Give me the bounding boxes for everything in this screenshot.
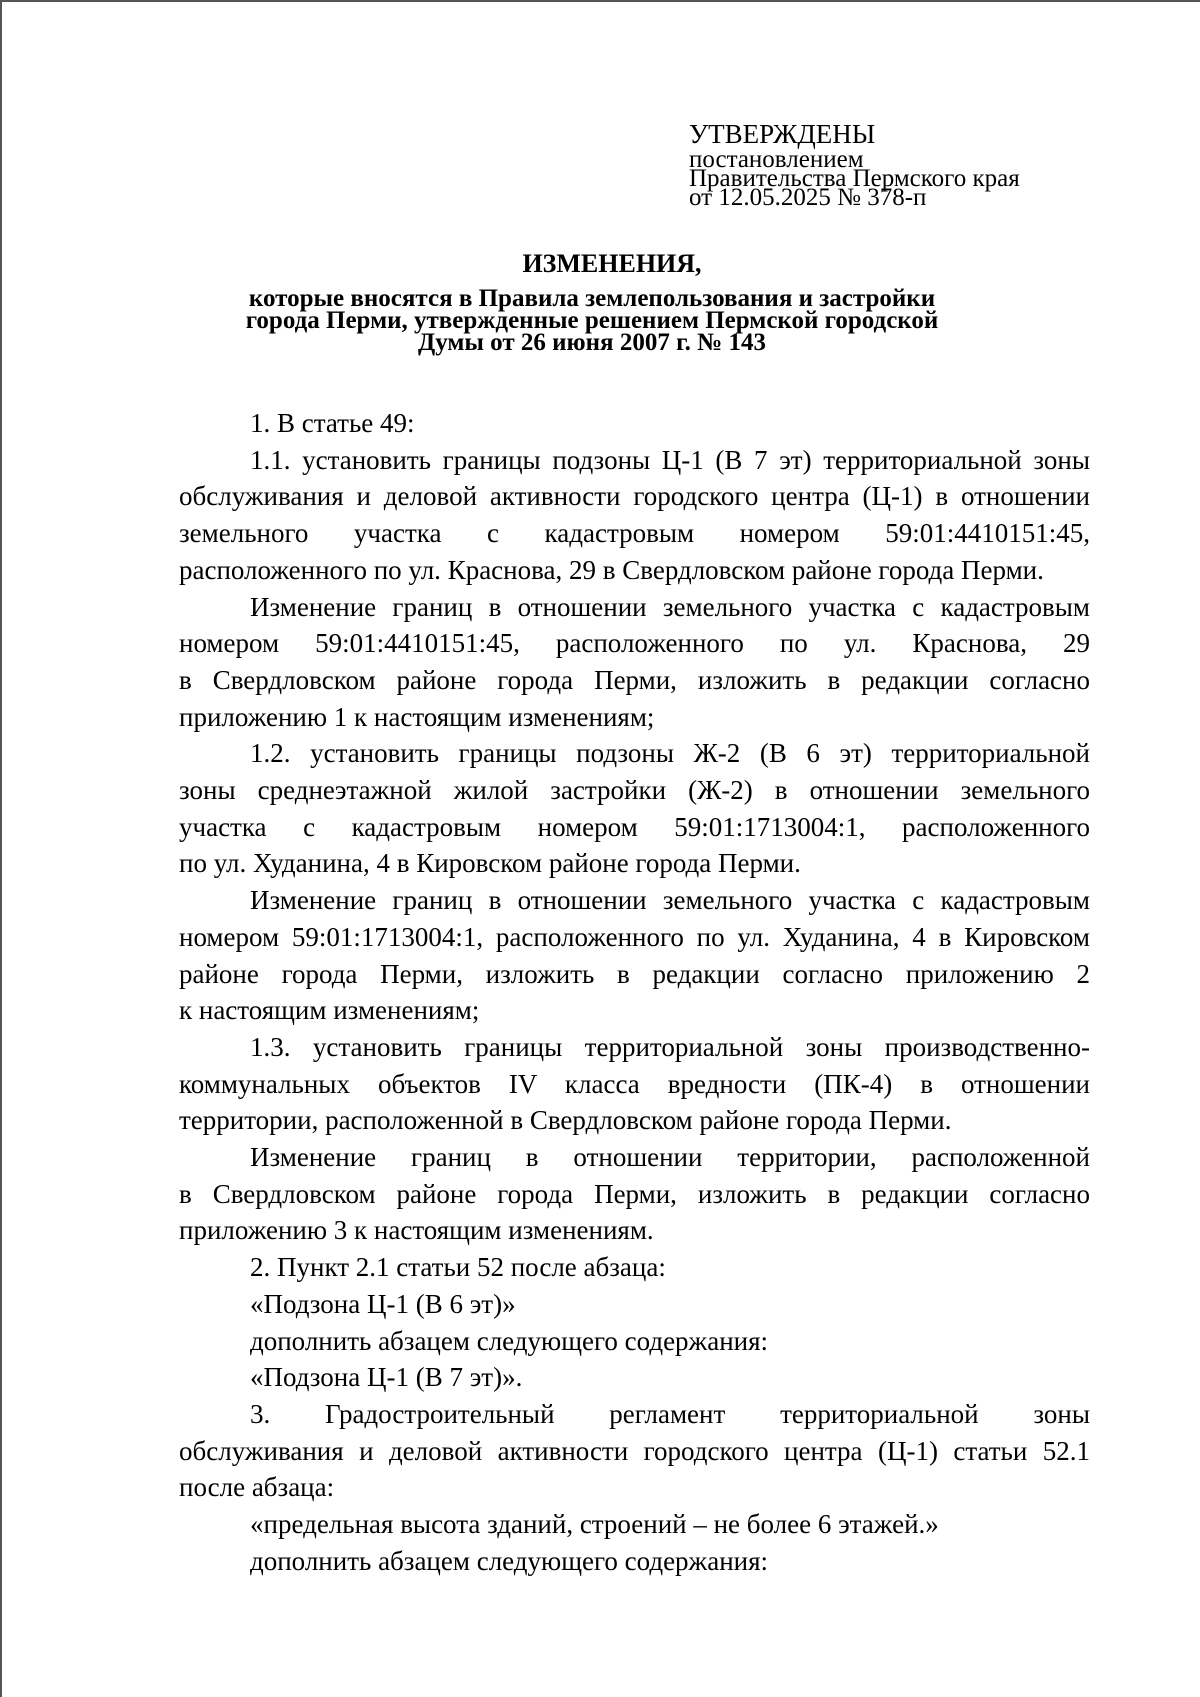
approval-stamp bbox=[689, 119, 1109, 211]
item-3-line-2: обслуживания и деловой активности городского центра (Ц-1) статьи 52.1 bbox=[179, 1435, 1090, 1466]
item-1-1-line-1: 1.1. установить границы подзоны Ц-1 (В 7 эт) территориальной зоны bbox=[250, 444, 1090, 475]
item-1-3-line-2: коммунальных объектов IV класса вредности (ПК-4) в отношении bbox=[179, 1068, 1090, 1099]
item-2-line-3: дополнить абзацем следующего содержания: bbox=[250, 1325, 769, 1356]
item-1-2-line-3: участка с кадастровым номером 59:01:1713004:1, расположенного bbox=[179, 811, 1090, 842]
approval-line-1: постановлением bbox=[689, 146, 864, 173]
approval-line-3: от 12.05.2025 № 378-п bbox=[689, 184, 927, 211]
item-1-1-line-2: обслуживания и деловой активности городского центра (Ц-1) в отношении bbox=[179, 481, 1090, 512]
item-1-1-change-line-2: номером 59:01:4410151:45, расположенного по ул. Краснова, 29 bbox=[179, 628, 1090, 659]
item-3-line-4: «предельная высота зданий, строений – не более 6 этажей.» bbox=[250, 1509, 939, 1540]
item-1-2-change-line-1: Изменение границ в отношении земельного участка с кадастровым bbox=[250, 885, 1090, 916]
item-3-line-1: 3. Градостроительный регламент территориальной зоны bbox=[250, 1398, 1090, 1429]
subtitle-line-3: Думы от 26 июня 2007 г. № 143 bbox=[418, 329, 766, 356]
item-1-2-line-1: 1.2. установить границы подзоны Ж-2 (В 6 эт) территориальной bbox=[250, 738, 1090, 769]
item-1-1-change-line-1: Изменение границ в отношении земельного участка с кадастровым bbox=[250, 591, 1090, 622]
item-1-2-change-line-4: к настоящим изменениям; bbox=[179, 995, 480, 1026]
item-3-line-3: после абзаца: bbox=[179, 1472, 335, 1503]
item-1-2-line-2: зоны среднеэтажной жилой застройки (Ж-2) в отношении земельного bbox=[179, 775, 1090, 806]
approval-heading: УТВЕРЖДЕНЫ bbox=[689, 119, 876, 149]
item-1-3-change-line-3: приложению 3 к настоящим изменениям. bbox=[179, 1215, 654, 1246]
item-1-2-change-line-3: районе города Перми, изложить в редакции согласно приложению 2 bbox=[179, 958, 1090, 989]
item-1-1-line-3: земельного участка с кадастровым номером 59:01:4410151:45, bbox=[179, 518, 1090, 549]
item-1-3 bbox=[179, 1029, 1090, 1139]
document-subtitle bbox=[182, 285, 1002, 356]
item-1-1-line-4: расположенного по ул. Краснова, 29 в Свердловском районе города Перми. bbox=[179, 554, 1044, 585]
item-1-3-change-line-2: в Свердловском районе города Перми, изложить в редакции согласно bbox=[179, 1178, 1090, 1209]
item-1-1-change-line-3: в Свердловском районе города Перми, изложить в редакции согласно bbox=[179, 664, 1090, 695]
item-1-1-change-line-4: приложению 1 к настоящим изменениям; bbox=[179, 701, 655, 732]
item-1-2-change bbox=[179, 882, 1090, 1029]
subtitle-line-1: которые вносятся в Правила землепользования и застройки bbox=[248, 285, 936, 312]
document-title: ИЗМЕНЕНИЯ, bbox=[522, 249, 702, 278]
item-3-line-5: дополнить абзацем следующего содержания: bbox=[250, 1545, 769, 1576]
item-2-line-2: «Подзона Ц-1 (В 6 эт)» bbox=[250, 1288, 516, 1319]
document-body bbox=[179, 405, 1090, 1580]
item-2-line-4: «Подзона Ц-1 (В 7 эт)». bbox=[250, 1362, 523, 1393]
item-2 bbox=[179, 1249, 1090, 1396]
item-1-3-line-1: 1.3. установить границы территориальной зоны производственно- bbox=[250, 1031, 1090, 1062]
item-3 bbox=[179, 1396, 1090, 1580]
item-1-2 bbox=[179, 735, 1090, 882]
item-1-3-line-3: территории, расположенной в Свердловском районе города Перми. bbox=[179, 1105, 952, 1136]
item-1-2-line-4: по ул. Худанина, 4 в Кировском районе города Перми. bbox=[179, 848, 801, 879]
item-1-1 bbox=[179, 442, 1090, 589]
item-1-1-change bbox=[179, 589, 1090, 736]
approval-line-2: Правительства Пермского края bbox=[689, 165, 1020, 192]
item-2-line-1: 2. Пункт 2.1 статьи 52 после абзаца: bbox=[250, 1252, 666, 1283]
item-1-3-change-line-1: Изменение границ в отношении территории, расположенной bbox=[250, 1142, 1090, 1173]
subtitle-line-2: города Перми, утвержденные решением Пермской городской bbox=[245, 307, 939, 334]
item-1-2-change-line-2: номером 59:01:1713004:1, расположенного по ул. Худанина, 4 в Кировском bbox=[179, 921, 1090, 952]
item-1-heading: 1. В статье 49: bbox=[250, 408, 415, 438]
item-1-3-change bbox=[179, 1139, 1090, 1249]
